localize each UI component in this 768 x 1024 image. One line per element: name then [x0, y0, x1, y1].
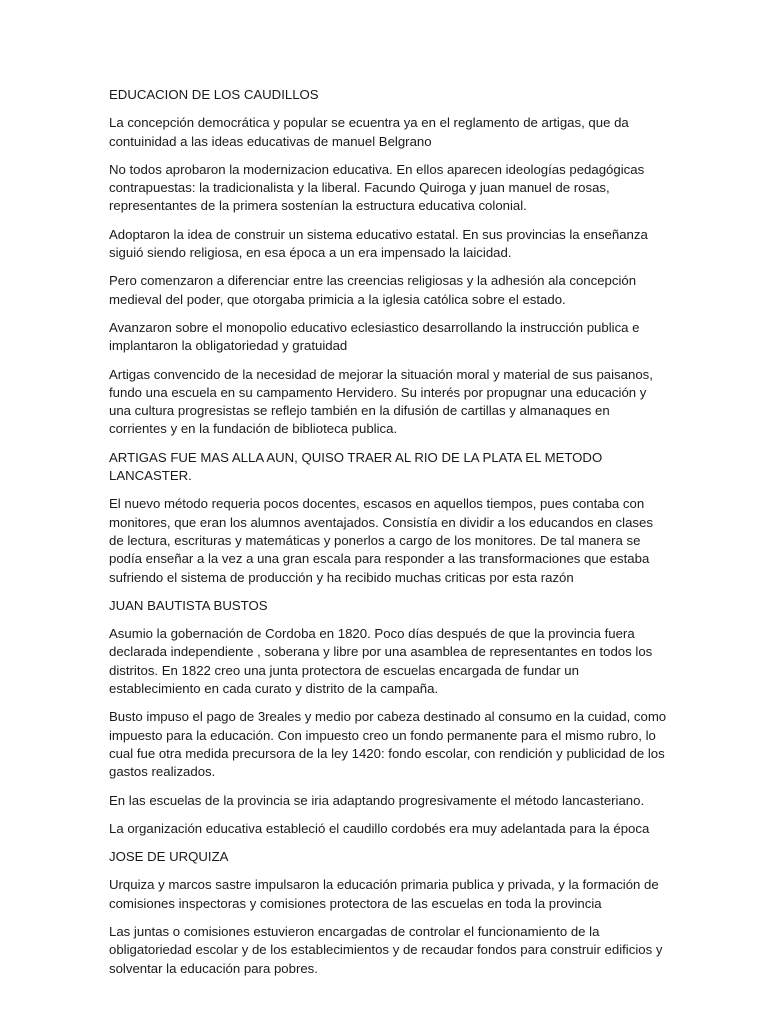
paragraph: Adoptaron la idea de construir un sistema educativo estatal. En sus provincias la enseñanza siguió siendo religiosa, en esa época a un era impensado la laicidad.	[109, 226, 648, 261]
paragraph: Asumio la gobernación de Cordoba en 1820. Poco días después de que la provincia fuera declarada independiente , soberana y libre por una asamblea de representantes en todos los distritos. En 1822 creo una junta protectora de escuelas encargada de fundar un establecimiento en cada curato y distrito de la campaña.	[109, 626, 653, 697]
paragraph: El nuevo método requeria pocos docentes, escasos en aquellos tiempos, pues contaba con monitores, que eran los alumnos aventajados. Consistía en dividir a los educandos en clases de lectura, escrituras y matemáticas y ponerlos a cargo de los monitores. De tal manera se podía enseñar a la vez a una gran escala para responder a las transformaciones que estaba sufriendo el sistema de producción y ha recibido muchas criticas por esta razón	[109, 496, 653, 585]
doc-title: EDUCACION DE LOS CAUDILLOS	[109, 87, 319, 102]
paragraph: En las escuelas de la provincia se iria adaptando progresivamente el método lancasteriano.	[109, 792, 645, 808]
paragraph: Pero comenzaron a diferenciar entre las creencias religiosas y la adhesión ala concepción medieval del poder, que otorgaba primicia a la iglesia católica sobre el estado.	[109, 273, 637, 307]
section-heading: JUAN BAUTISTA BUSTOS	[109, 597, 268, 613]
paragraph: Urquiza y marcos sastre impulsaron la educación primaria publica y privada, y la formación de comisiones inspectoras y comisiones protectora de las escuelas en toda la provincia	[109, 877, 659, 911]
section-heading: JOSE DE URQUIZA	[109, 849, 229, 865]
paragraph: La concepción democrática y popular se ecuentra ya en el reglamento de artigas, que da contuinidad a las ideas educativas de manuel Belgrano	[109, 115, 629, 149]
paragraph: Las juntas o comisiones estuvieron encargadas de controlar el funcionamiento de la obligatoriedad escolar y de los establecimientos y de recaudar fondos para construir edificios y solventar la educación para pobres.	[109, 923, 663, 976]
section-heading: ARTIGAS FUE MAS ALLA AUN, QUISO TRAER AL RIO DE LA PLATA EL METODO LANCASTER.	[109, 449, 603, 484]
paragraph: Artigas convencido de la necesidad de mejorar la situación moral y material de sus paisanos, fundo una escuela en su campamento Hervidero. Su interés por propugnar una educación y una cultura progresistas se reflejo también en la difusión de cartillas y almanaques en corrientes y en la fundación de biblioteca publica.	[109, 366, 653, 437]
paragraph: La organización educativa estableció el caudillo cordobés era muy adelantada para la época	[109, 820, 650, 836]
paragraph: Busto impuso el pago de 3reales y medio por cabeza destinado al consumo en la cuidad, como impuesto para la educación. Con impuesto creo un fondo permanente para el mismo rubro, lo cual fue otra medida precursora de la ley 1420: fondo escolar, con rendición y publicidad de los gastos realizados.	[109, 709, 667, 780]
paragraph: Avanzaron sobre el monopolio educativo eclesiastico desarrollando la instrucción publica e implantaron la obligatoriedad y gratuidad	[109, 319, 640, 354]
paragraph: No todos aprobaron la modernizacion educativa. En ellos aparecen ideologías pedagógicas contrapuestas: la tradicionalista y la liberal. Facundo Quiroga y juan manuel de rosas, representantes de la primera sostenían la estructura educativa colonial.	[109, 161, 645, 214]
